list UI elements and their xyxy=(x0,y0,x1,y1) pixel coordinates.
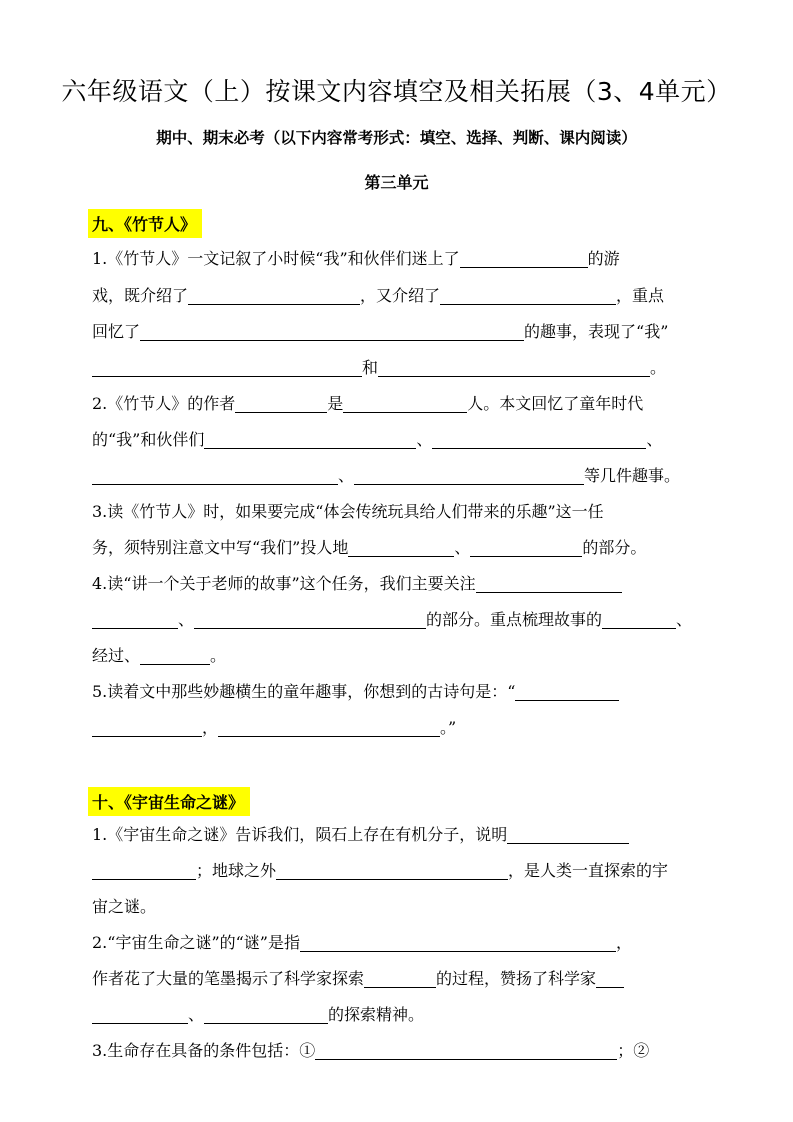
fill-blank[interactable] xyxy=(218,719,440,737)
fill-blank[interactable] xyxy=(470,539,582,557)
fill-blank[interactable] xyxy=(140,647,210,665)
text-line: ， 。” xyxy=(92,718,456,738)
fill-blank[interactable] xyxy=(92,1006,188,1024)
page-title: 六年级语文（上）按课文内容填空及相关拓展（3、4单元） xyxy=(61,77,732,106)
text-line: 经过、 。 xyxy=(92,646,227,665)
fill-blank[interactable] xyxy=(440,287,616,305)
fill-blank[interactable] xyxy=(92,862,196,880)
fill-blank[interactable] xyxy=(354,467,584,485)
fill-blank[interactable] xyxy=(378,359,650,377)
text-line: 、 的探索精神。 xyxy=(92,1005,424,1025)
text-line: 2.“宇宙生命之谜”的“谜”是指 ， xyxy=(92,933,633,952)
fill-blank[interactable] xyxy=(92,359,362,377)
fill-blank[interactable] xyxy=(315,1042,617,1060)
text-line: 务，须特别注意文中写“我们”投人地 、 的部分。 xyxy=(92,538,647,557)
text-line: ；地球之外 ，是人类一直探索的宇 xyxy=(92,861,668,881)
text-line: 、 等几件趣事。 xyxy=(92,466,680,486)
text-line: 宙之谜。 xyxy=(92,897,157,916)
section-heading-9: 九、《竹节人》 xyxy=(88,209,202,238)
fill-blank[interactable] xyxy=(432,431,646,449)
page-subtitle: 期中、期末必考（以下内容常考形式：填空、选择、判断、课内阅读） xyxy=(156,129,637,147)
unit-label: 第三单元 xyxy=(364,173,429,192)
fill-blank[interactable] xyxy=(476,575,622,593)
fill-blank[interactable] xyxy=(276,862,508,880)
fill-blank[interactable] xyxy=(188,287,360,305)
fill-blank[interactable] xyxy=(92,467,338,485)
text-line: 3.读《竹节人》时，如果要完成“体会传统玩具给人们带来的乐趣”这一任 xyxy=(92,502,604,521)
text-line: 、 的部分。重点梳理故事的 、 xyxy=(92,610,692,630)
fill-blank[interactable] xyxy=(204,431,416,449)
fill-blank[interactable] xyxy=(92,611,178,629)
fill-blank[interactable] xyxy=(507,826,629,844)
text-line: 回忆了 的趣事，表现了“我” xyxy=(92,322,669,341)
fill-blank[interactable] xyxy=(460,250,588,268)
text-line: 4.读“讲一个关于老师的故事”这个任务，我们主要关注 xyxy=(92,574,622,594)
text-line: 5.读着文中那些妙趣横生的童年趣事，你想到的古诗句是：“ xyxy=(92,682,619,702)
fill-blank[interactable] xyxy=(194,611,426,629)
fill-blank[interactable] xyxy=(140,323,524,341)
fill-blank[interactable] xyxy=(596,970,624,988)
fill-blank[interactable] xyxy=(515,683,619,701)
text-line: 作者花了大量的笔墨揭示了科学家探索 的过程，赞扬了科学家 xyxy=(92,969,624,989)
fill-blank[interactable] xyxy=(602,611,676,629)
text-line: 1.《竹节人》一文记叙了小时候“我”和伙伴们迷上了 的游 xyxy=(92,249,620,268)
fill-blank[interactable] xyxy=(92,719,202,737)
fill-blank[interactable] xyxy=(204,1006,328,1024)
text-line: 和 。 xyxy=(92,358,666,378)
fill-blank[interactable] xyxy=(300,934,616,952)
text-line: 的“我”和伙伴们 、 、 xyxy=(92,430,663,449)
text-line: 1.《宇宙生命之谜》告诉我们，陨石上存在有机分子，说明 xyxy=(92,825,629,845)
fill-blank[interactable] xyxy=(343,395,467,413)
text-line: 2.《竹节人》的作者 是 人。本文回忆了童年时代 xyxy=(92,394,644,413)
text-line: 3.生命存在具备的条件包括：① ；② xyxy=(92,1041,650,1060)
fill-blank[interactable] xyxy=(364,970,436,988)
fill-blank[interactable] xyxy=(348,539,454,557)
section-heading-10: 十、《宇宙生命之谜》 xyxy=(88,787,250,816)
fill-blank[interactable] xyxy=(235,395,327,413)
text-line: 戏，既介绍了 ，又介绍了 ，重点 xyxy=(92,286,665,305)
